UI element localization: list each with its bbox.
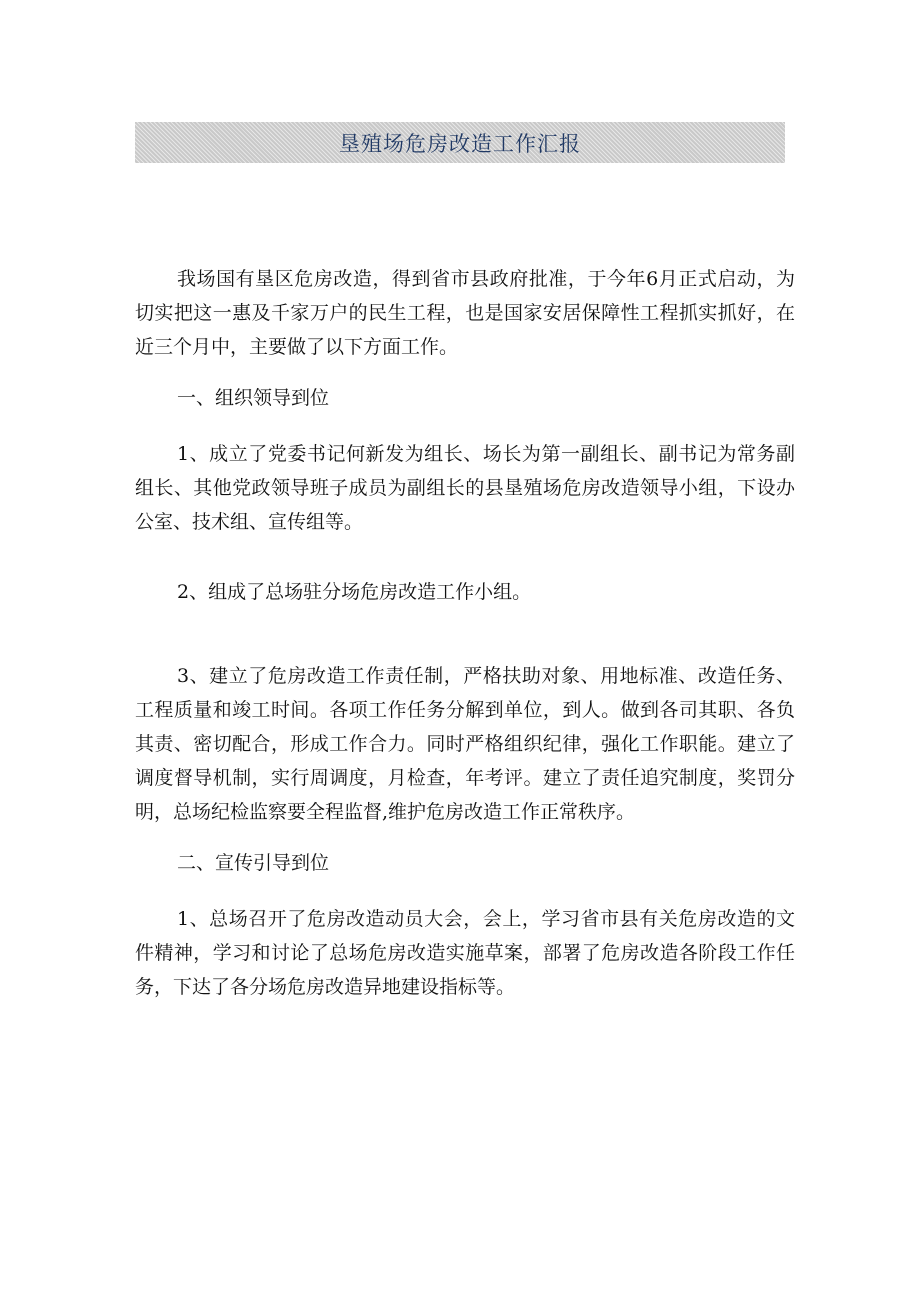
title-banner [135,122,785,163]
section-heading-organization: 一、组织领导到位 [177,387,330,409]
section-heading-publicity: 二、宣传引导到位 [177,852,330,874]
item-paragraph: 1、总场召开了危房改造动员大会，会上，学习省市县有关危房改造的文件精神，学习和讨论了总场危房改造实施草案，部署了危房改造各阶段工作任务，下达了各分场危房改造异地建设指标等。 [135,908,795,998]
item-paragraph: 1、成立了党委书记何新发为组长、场长为第一副组长、副书记为常务副组长、其他党政领导班子成员为副组长的县垦殖场危房改造领导小组，下设办公室、技术组、宣传组等。 [135,443,795,533]
document-title: 垦殖场危房改造工作汇报 [339,131,581,156]
item-paragraph: 2、组成了总场驻分场危房改造工作小组。 [177,581,532,603]
item-paragraph: 3、建立了危房改造工作责任制，严格扶助对象、用地标准、改造任务、工程质量和竣工时间。各项工作任务分解到单位，到人。做到各司其职、各负其责、密切配合，形成工作合力。同时严格组织纪律，强化工作职能。建立了调度督导机制，实行周调度，月检查，年考评。建立了责任追究制度，奖罚分明，总场纪检监察要全程监督,维护危房改造工作正常秩序。 [135,665,795,823]
document-body [135,262,795,1004]
intro-paragraph: 我场国有垦区危房改造，得到省市县政府批准，于今年6月正式启动，为切实把这一惠及千家万户的民生工程，也是国家安居保障性工程抓实抓好，在近三个月中，主要做了以下方面工作。 [135,268,795,358]
